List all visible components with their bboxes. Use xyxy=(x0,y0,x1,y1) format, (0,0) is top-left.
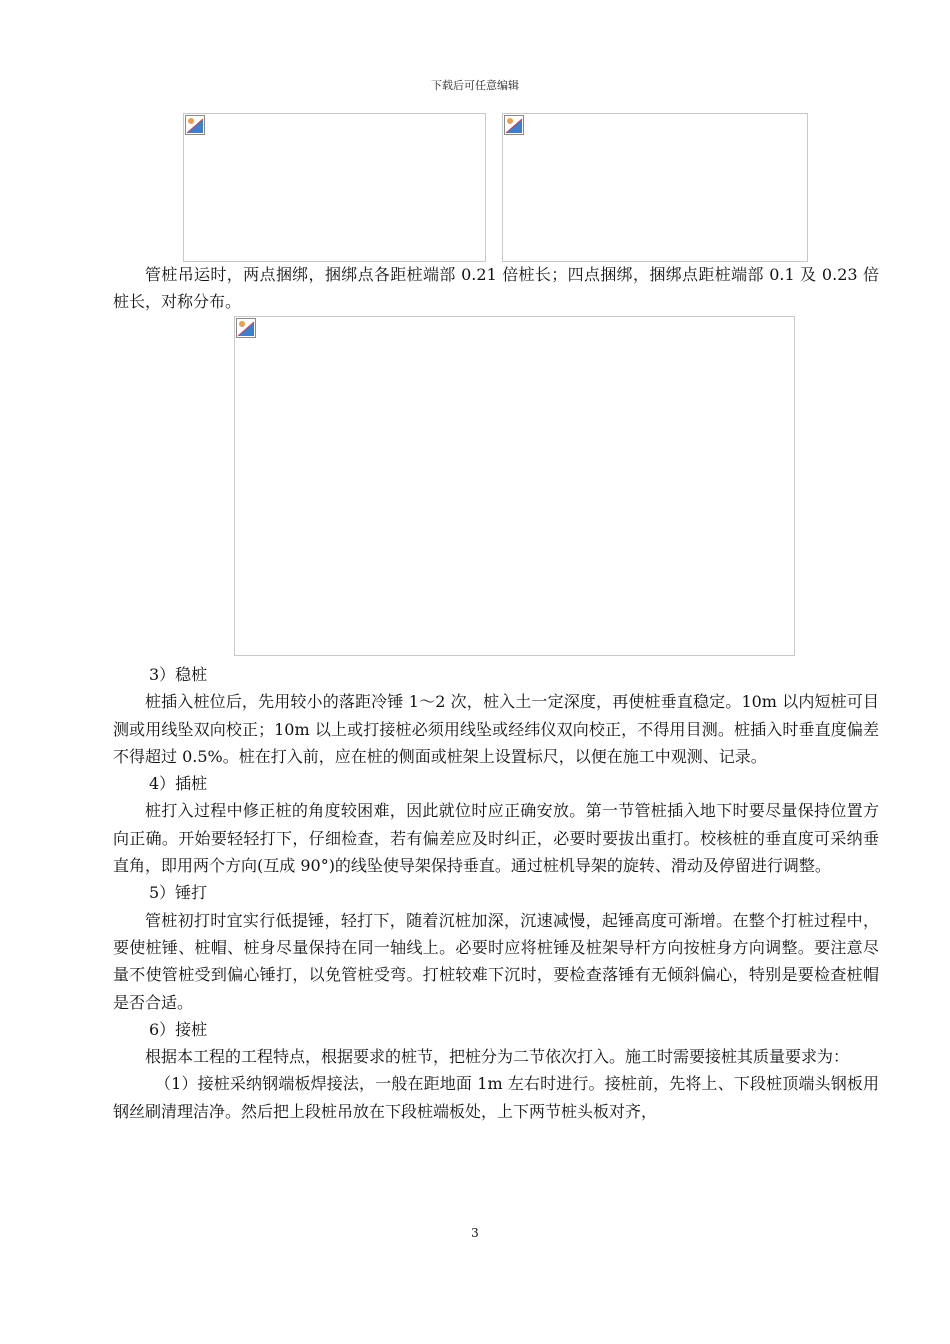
paragraph-splice-item-1: （1）接桩采纳钢端板焊接法，一般在距地面 1m 左右时进行。接桩前，先将上、下段桩顶端头钢板用钢丝刷清理洁净。然后把上段桩吊放在下段桩端板处，上下两节桩头板对齐， xyxy=(113,1074,879,1121)
section-heading-insert: 4）插桩 xyxy=(149,774,208,794)
section-heading-hammer: 5）锤打 xyxy=(149,883,208,903)
paragraph-splice: 根据本工程的工程特点，根据要求的桩节，把桩分为二节依次打入。施工时需要接桩其质量要求为： xyxy=(145,1047,850,1067)
page-header: 下载后可任意编辑 xyxy=(431,79,519,92)
paragraph-pile-lifting: 管桩吊运时，两点捆绑，捆绑点各距桩端部 0.21 倍桩长；四点捆绑，捆绑点距桩端部 0.1 及 0.23 倍桩长，对称分布。 xyxy=(113,265,879,312)
paragraph-stabilize: 桩插入桩位后，先用较小的落距冷锤 1～2 次，桩入土一定深度，再使桩垂直稳定。10m 以内短桩可目测或用线坠双向校正；10m 以上或打接桩必须用线坠或经纬仪双向校正，不得用目测。桩插入时垂直度偏差不得超过 0.5%。桩在打入前，应在桩的侧面或桩架上设置标尺，以便在施工中观测、记录。 xyxy=(113,692,879,766)
figure-image-2 xyxy=(502,113,808,262)
broken-image-icon xyxy=(185,115,205,135)
paragraph-block-1 xyxy=(113,261,879,316)
figure-image-1 xyxy=(183,113,486,262)
section-heading-stabilize: 3）稳桩 xyxy=(149,665,208,684)
paragraph-insert: 桩打入过程中修正桩的角度较困难，因此就位时应正确安放。第一节管桩插入地下时要尽量保持位置方向正确。开始要轻轻打下，仔细检查，若有偏差应及时纠正，必要时要拔出重打。校核桩的垂直度可采纳垂直角，即用两个方向(互成 90°)的线坠使导架保持垂直。通过桩机导架的旋转、滑动及停留进行调整。 xyxy=(113,801,879,876)
section-heading-splice: 6）接桩 xyxy=(149,1019,208,1039)
paragraph-hammer: 管桩初打时宜实行低提锤，轻打下，随着沉桩加深，沉速减慢，起锤高度可渐增。在整个打桩过程中，要使桩锤、桩帽、桩身尽量保持在同一轴线上。必要时应将桩锤及桩架导杆方向按桩身方向调整。要注意尽量不使管桩受到偏心锤打，以免管桩受弯。打桩较难下沉时，要检查落锤有无倾斜偏心，特别是要检查桩帽是否合适。 xyxy=(113,910,879,1012)
figure-image-3 xyxy=(234,316,795,656)
broken-image-icon xyxy=(504,115,524,135)
paragraph-block-2 xyxy=(113,661,879,1125)
page-number: 3 xyxy=(471,1226,479,1240)
broken-image-icon xyxy=(236,318,256,338)
